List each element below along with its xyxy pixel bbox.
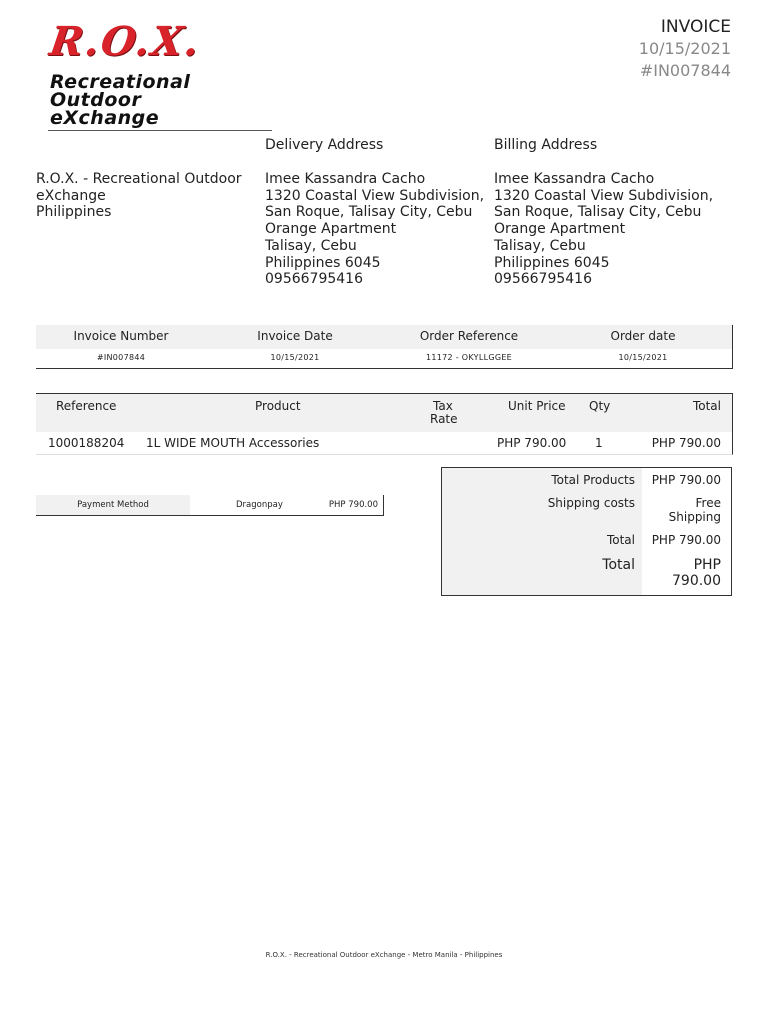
value-order-reference: 11172 - OKYLLGGEE — [425, 353, 513, 362]
header-tax-rate-line1: Tax — [433, 399, 453, 413]
grand-total-value-line1: PHP — [693, 557, 721, 573]
invoice-title: INVOICE — [660, 17, 731, 37]
header-tax-rate-line2: Rate — [430, 412, 458, 426]
total-value: PHP 790.00 — [651, 533, 721, 547]
billing-line: Imee Kassandra Cacho — [494, 171, 655, 187]
header-order-reference: Order Reference — [419, 329, 519, 343]
delivery-line: Imee Kassandra Cacho — [265, 171, 426, 187]
invoice-header-date: 10/15/2021 — [638, 39, 731, 58]
row-qty: 1 — [595, 436, 603, 450]
delivery-line: Orange Apartment — [265, 221, 397, 238]
delivery-address — [265, 171, 484, 288]
totals-label-column — [442, 468, 642, 595]
total-products-value: PHP 790.00 — [651, 473, 721, 487]
invoice-info-table — [36, 325, 733, 369]
row-unit-price: PHP 790.00 — [497, 436, 567, 450]
billing-address — [494, 171, 713, 288]
header-invoice-date: Invoice Date — [257, 329, 333, 343]
billing-address-heading: Billing Address — [494, 137, 598, 153]
total-products-label: Total Products — [551, 473, 635, 487]
shipping-costs-value-line1: Free — [695, 496, 721, 510]
logo-text-exchange: eXchange — [50, 107, 160, 129]
payment-method-value: Dragonpay — [236, 500, 283, 510]
seller-address — [36, 171, 242, 221]
logo-text-recreational: Recreational — [50, 71, 191, 93]
payment-method-table — [36, 495, 384, 516]
header-reference: Reference — [56, 399, 117, 413]
payment-amount: PHP 790.00 — [328, 500, 378, 510]
header-invoice-number: Invoice Number — [73, 329, 169, 343]
payment-method-label: Payment Method — [36, 495, 190, 515]
shipping-costs-value-line2: Shipping — [668, 510, 721, 524]
totals-table — [441, 467, 732, 596]
logo-divider — [48, 130, 272, 131]
seller-line: eXchange — [36, 187, 106, 204]
grand-total-value-line2: 790.00 — [672, 573, 721, 589]
delivery-address-heading: Delivery Address — [265, 137, 384, 153]
header-product: Product — [255, 399, 301, 413]
logo-text-outdoor: Outdoor — [50, 89, 142, 111]
row-reference: 1000188204 — [48, 436, 125, 450]
invoice-info-header — [36, 325, 732, 349]
header-unit-price: Unit Price — [508, 399, 566, 413]
table-row — [36, 432, 733, 455]
value-order-date: 10/15/2021 — [618, 353, 668, 362]
billing-line: Orange Apartment — [494, 221, 626, 238]
delivery-line: Talisay, Cebu — [265, 237, 357, 254]
header-qty: Qty — [589, 399, 611, 413]
delivery-line: San Roque, Talisay City, Cebu — [265, 204, 473, 221]
value-invoice-date: 10/15/2021 — [270, 353, 320, 362]
shipping-costs-label: Shipping costs — [547, 496, 635, 510]
products-table-header — [36, 393, 733, 432]
row-total: PHP 790.00 — [651, 436, 721, 450]
billing-line: San Roque, Talisay City, Cebu — [494, 204, 702, 221]
seller-line: R.O.X. - Recreational Outdoor — [36, 171, 242, 187]
billing-line: 1320 Coastal View Subdivision, — [494, 187, 714, 204]
value-invoice-number: #IN007844 — [96, 353, 146, 362]
delivery-line: 09566795416 — [265, 271, 363, 288]
billing-line: Talisay, Cebu — [494, 237, 586, 254]
grand-total-label: Total — [602, 557, 635, 573]
invoice-header-number: #IN007844 — [639, 61, 731, 80]
seller-line: Philippines — [36, 204, 112, 221]
billing-line: Philippines 6045 — [494, 254, 610, 271]
delivery-line: Philippines 6045 — [265, 254, 381, 271]
footer-text: R.O.X. - Recreational Outdoor eXchange - Metro Manila - Philippines — [265, 951, 503, 959]
header-order-date: Order date — [610, 329, 676, 343]
delivery-line: 1320 Coastal View Subdivision, — [265, 187, 485, 204]
billing-line: 09566795416 — [494, 271, 592, 288]
logo-mark: R.O.X. — [46, 18, 204, 65]
row-product: 1L WIDE MOUTH Accessories — [146, 436, 320, 450]
total-label: Total — [606, 533, 635, 547]
header-total: Total — [692, 399, 721, 413]
